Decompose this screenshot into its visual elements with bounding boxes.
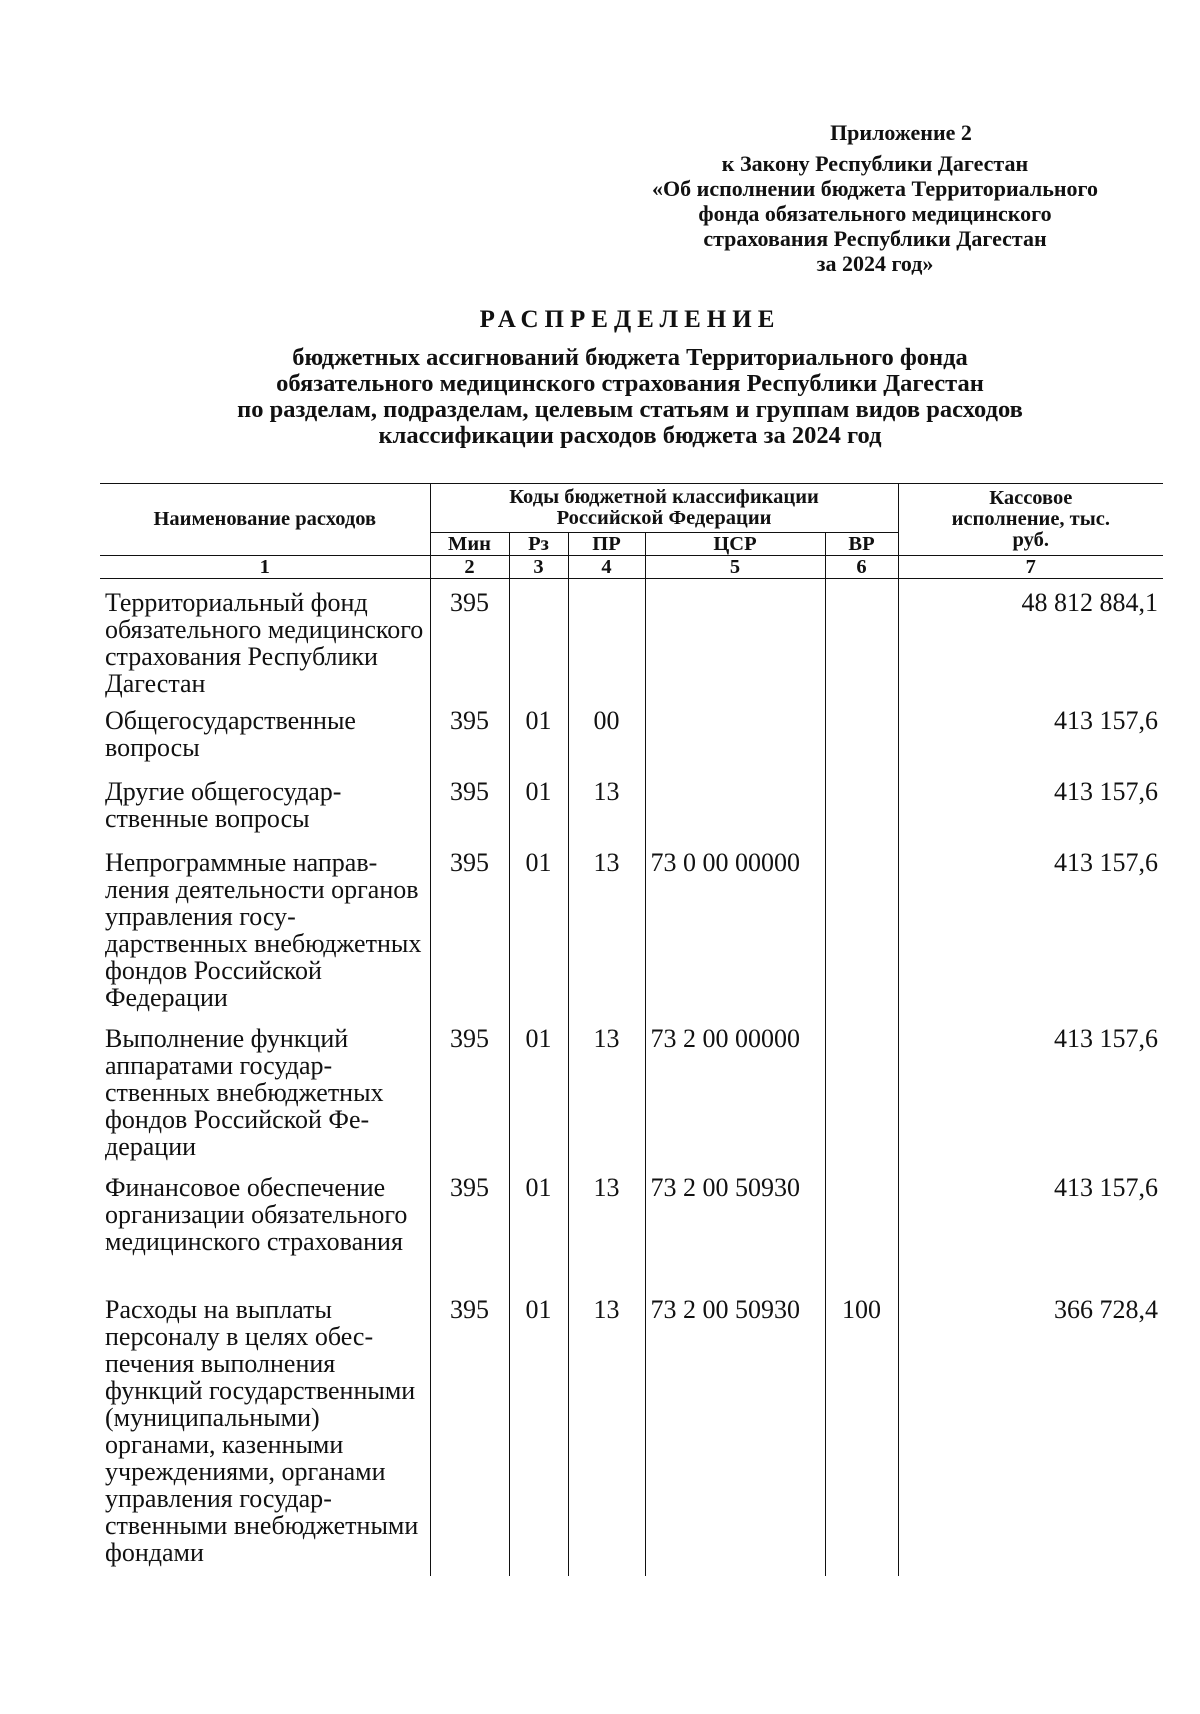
header-vr: ВР — [825, 533, 898, 556]
row-rz: 01 — [509, 697, 568, 768]
row-csr: 73 2 00 50930 — [645, 1164, 825, 1286]
row-rz: 01 — [509, 768, 568, 839]
subtitle-line-1: бюджетных ассигнований бюджета Территориального фонда — [292, 344, 968, 371]
column-number: 6 — [825, 556, 898, 579]
table-row — [100, 697, 1163, 768]
column-number: 3 — [509, 556, 568, 579]
header-name: Наименование расходов — [100, 484, 430, 556]
column-number: 7 — [898, 556, 1163, 579]
column-number: 1 — [100, 556, 430, 579]
row-name: Финансовое обеспечение организации обязательного медицинского страхования — [100, 1164, 430, 1286]
header-rz: Рз — [509, 533, 568, 556]
row-pr — [568, 579, 645, 698]
column-number: 2 — [430, 556, 509, 579]
appendix-law-title-1: «Об исполнении бюджета Территориального — [652, 176, 1098, 201]
row-pr: 00 — [568, 697, 645, 768]
row-min: 395 — [430, 697, 509, 768]
row-vr — [825, 579, 898, 698]
row-min: 395 — [430, 1164, 509, 1286]
column-number: 5 — [645, 556, 825, 579]
header-amount: Кассовое исполнение, тыс. руб. — [898, 484, 1163, 556]
row-csr — [645, 579, 825, 698]
budget-table — [100, 483, 1163, 1576]
row-name: Расходы на выплаты персоналу в целях обеспечения выполнения функций государственными (муниципальными) органами, казенными учреждениями, органами управления государственными внебюджетными фондами — [100, 1286, 430, 1576]
appendix-law-title-3: страхования Республики Дагестан — [703, 226, 1047, 251]
column-number: 4 — [568, 556, 645, 579]
header-codes: Коды бюджетной классификации Российской Федерации — [430, 484, 898, 533]
row-name: Общегосударственные вопросы — [100, 697, 430, 768]
row-sum: 48 812 884,1 — [1021, 588, 1159, 617]
row-name: Выполнение функций аппаратами государственных внебюджетных фондов Российской Федерации — [100, 1015, 430, 1164]
table-row — [100, 1164, 1163, 1286]
appendix-law-line: к Закону Республики Дагестан — [721, 151, 1029, 176]
row-rz: 01 — [509, 839, 568, 1015]
row-csr — [645, 697, 825, 768]
appendix-number: Приложение 2 — [830, 120, 972, 145]
row-pr: 13 — [568, 839, 645, 1015]
subtitle-line-2: обязательного медицинского страхования Республики Дагестан — [276, 370, 984, 397]
table-row — [100, 579, 1163, 698]
row-csr: 73 2 00 00000 — [645, 1015, 825, 1164]
row-vr: 100 — [825, 1286, 898, 1576]
table-row — [100, 1286, 1163, 1576]
row-vr — [825, 839, 898, 1015]
appendix-law-title-4: за 2024 год» — [816, 251, 934, 276]
row-sum: 413 157,6 — [1054, 777, 1159, 806]
row-vr — [825, 1164, 898, 1286]
row-pr: 13 — [568, 768, 645, 839]
header-pr: ПР — [568, 533, 645, 556]
document-subtitle — [100, 345, 1160, 449]
row-csr: 73 2 00 50930 — [645, 1286, 825, 1576]
table-row — [100, 768, 1163, 839]
row-rz: 01 — [509, 1164, 568, 1286]
row-sum: 366 728,4 — [1054, 1295, 1159, 1324]
row-min: 395 — [430, 768, 509, 839]
row-vr — [825, 1015, 898, 1164]
row-min: 395 — [430, 1015, 509, 1164]
row-rz — [509, 579, 568, 698]
row-name: Непрограммные направления деятельности органов управления государственных внебюджетных фондов Российской Федерации — [100, 839, 430, 1015]
table-row — [100, 839, 1163, 1015]
row-sum: 413 157,6 — [1054, 848, 1159, 877]
row-csr: 73 0 00 00000 — [645, 839, 825, 1015]
row-min: 395 — [430, 839, 509, 1015]
appendix-block — [600, 120, 1150, 276]
row-sum: 413 157,6 — [1054, 706, 1159, 735]
row-sum: 413 157,6 — [1054, 1173, 1159, 1202]
row-csr — [645, 768, 825, 839]
row-vr — [825, 697, 898, 768]
header-csr: ЦСР — [645, 533, 825, 556]
table-row — [100, 1015, 1163, 1164]
row-name: Другие общегосударственные вопросы — [100, 768, 430, 839]
row-vr — [825, 768, 898, 839]
header-min: Мин — [430, 533, 509, 556]
row-min: 395 — [430, 1286, 509, 1576]
row-min: 395 — [430, 579, 509, 698]
subtitle-line-4: классификации расходов бюджета за 2024 год — [378, 422, 882, 449]
row-rz: 01 — [509, 1015, 568, 1164]
appendix-law-title-2: фонда обязательного медицинского — [698, 201, 1052, 226]
row-sum: 413 157,6 — [1054, 1024, 1159, 1053]
document-title: РАСПРЕДЕЛЕНИЕ — [479, 306, 781, 333]
subtitle-line-3: по разделам, подразделам, целевым статьям и группам видов расходов — [237, 396, 1023, 423]
row-name: Территориальный фонд обязательного медицинского страхования Республики Дагестан — [100, 579, 430, 698]
row-pr: 13 — [568, 1015, 645, 1164]
row-pr: 13 — [568, 1286, 645, 1576]
row-rz: 01 — [509, 1286, 568, 1576]
row-pr: 13 — [568, 1164, 645, 1286]
